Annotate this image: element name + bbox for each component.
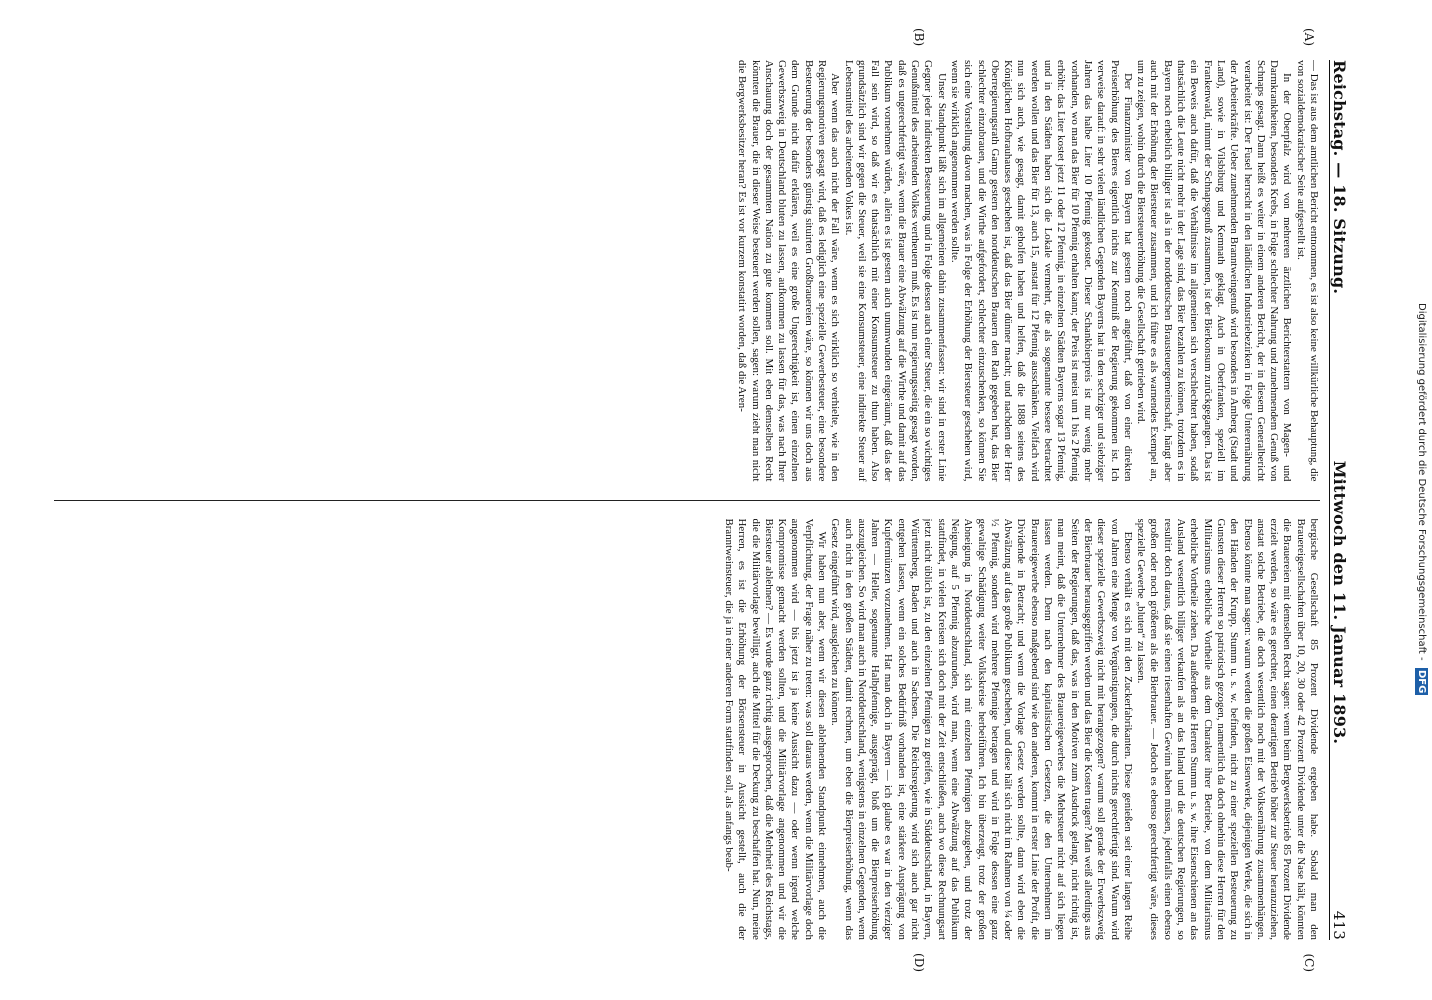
session-date: Mittwoch den 11. Januar 1893. [1330, 460, 1349, 745]
page-number: 413 [1330, 910, 1348, 940]
paragraph: — Das ist aus dem amtlichen Bericht entnommen, es ist also keine willkürliche Behauptung, die von sozialdemokratischer Seite aufgestellt ist. [1294, 60, 1320, 482]
paragraph: Unser Standpunkt läßt sich im allgemeinen dahin zusammenfassen: wir sind in erster Linie Gegner jeder indirekten Besteuerung und in Folge dessen auch einer Steuer, die ein so wichtiges Genußmittel des arbeitenden Volkes vertheuern muß. Es ist nun regierungsseitig gesagt worden, daß es ungerechtfertigt wäre, wenn die Brauer eine Abwälzung auf die Wirthe und damit auf das Publikum vornehmen würden, allein es ist gestern auch unumwunden eingeräumt, daß das der Fall sein wird, so daß wir es thatsächlich mit einer Konsumsteuer zu thun haben. Also grundsätzlich sind wir gegen die Steuer, weil sie eine Konsumsteuer, eine indirekte Steuer auf Lebensmittel des arbeitenden Volkes ist. [842, 60, 948, 482]
margin-marker-b: (B) [912, 28, 926, 47]
rotated-page [36, 20, 1396, 980]
credit-text: Digitalisierung gefördert durch die Deutsche Forschungsgemeinschaft - [1416, 302, 1427, 661]
paragraph: Ebenso verhält es sich mit den Zuckerfabrikanten. Diese genießen seit einer langen Reihe von Jahren eine Menge von Vergünstigungen, die durch nichts gerechtfertigt sind. Warum wird dieser spezielle Gewerbszweig nicht mit herangezogen? warum soll gerade der Erwerbszweig der Bierbrauer herausgegriffen werden und das Bier die Kosten tragen? Man weiß allerdings aus Seiten der Regierungen, daß das, was in den Motiven zum Ausdruck gelangt, nicht richtig ist, man meint, daß die Unternehmer des Brauereigewerbes die Mehrsteuer nicht auf sich liegen lassen werden. Denn nach den kapitalistischen Gesetzen, die den Unternehmern im Brauereigewerbe ebenso maßgebend sind wie den anderen, kommt in erster Linie der Profit, die Dividende in Betracht; und wenn die Vorlage Gesetz werden sollte, dann wird eben die Abwälzung auf das große Publikum geschehen, und diese hält sich nicht im Rahmen von ¼ oder ½ Pfennig, sondern wird mehrere Pfennige betragen und wird in Folge dessen eine ganz gewaltige Schädigung weiter Volkskreise herbeiführen. Ich bin überzeugt, trotz der großen Abneigung in Norddeutschland, sich mit einzelnen Pfennigen abzugeben, und trotz der Neigung, auf 5 Pfennig abzurunden, wird man, wenn eine Abwälzung auf das Publikum stattfindet, in vielen Kreisen sich doch mit der Zeit entschließen, auch wo diese Rechnungsart jetzt nicht üblich ist, zu den einzelnen Pfennigen zu greifen, wie in Süddeutschland, in Bayern, Württemberg, Baden und auch in Sachsen. Die Reichsregierung wird sich auch gar nicht entgehen lassen, wenn ein solches Bedürfniß vorhanden ist, eine stärkere Ausprägung von Kupfermünzen vorzunehmen. Hat man doch in Bayern — ich glaube es war in den vierziger Jahren — Heller, sogenannte Halbpfennige, ausgeprägt, bloß um die Bierpreiserhöhung auszugleichen. So wird man auch in Norddeutschland, wenigstens in einzelnen Gegenden, wenn auch nicht in den großen Städten, damit rechnen, um eben die Bierpreiserhöhung, wenn das Gesetz eingeführt wird, ausgleichen zu können. [829, 518, 1134, 940]
text-columns [54, 60, 1320, 940]
margin-marker-c: (C) [1302, 953, 1316, 972]
paragraph: Aber wenn das auch nicht der Fall wäre, wenn es sich wirklich so verhielte, wie in den Regierungsmotiven gesagt wird, daß es lediglich eine spezielle Gewerbesteuer, eine besondere Besteuerung der besonders günstig situirten Großbrauereien wäre, so können wir uns doch aus dem Grunde nicht dafür erklären, weil es eine große Ungerechtigkeit ist, einen einzelnen Gewerbszweig in Deutschland bluten zu lassen, aufkommen zu lassen für das, was nach Ihrer Anschauung doch der gesammten Nation zu gute kommen soll. Mit eben demselben Recht könnten die Brauer, die in dieser Weise besteuert werden sollen, sagen: warum zieht man nicht die Bergwerksbesitzer heran? Es ist vor kurzem konstatirt worden, daß die Aren- [736, 60, 842, 482]
page-header [1329, 60, 1366, 940]
running-title: Reichstag. — 18. Sitzung. [1330, 60, 1349, 295]
paragraph: Der Finanzminister von Bayern hat gestern noch angeführt, daß von einer direkten Preiserhöhung des Bieres eigentlich nichts zur Kenntniß der Regierung gekommen ist. Ich verweise darauf: in sehr vielen ländlichen Gegenden Bayerns hat in den sechziger und siebziger Jahren das halbe Liter 10 Pfennig gekostet. Dieser Schankbierpreis ist nur wenig mehr vorhanden, wo man das Bier für 10 Pfennig erhalten kann; der Preis ist meist um 1 bis 2 Pfennig erhöht: das Liter kostet jetzt 11 oder 12 Pfennig, in einzelnen Städten Bayerns sogar 13 Pfennig, und in den Städten haben sich die Lokale vermehrt, die als sogenannte bessere betrachtet werden wollen und das Bier für 13, auch 15, anstatt für 12 Pfennig ausschänken. Vielfach wird nun sich auch, wie gesagt, damit geholfen haben und helfen, daß die 1888 seitens des Königlichen Hofbrauhauses geschehen ist, daß das Bier dünner macht; und nachdem der Herr Oberregierungsrath Gamp gestern den norddeutschen Brauern den Rath gegeben hat, das Bier schlechter einzubrauen, und die Wirthe aufgefordert, schlechter einzuschenken, so können Sie sich eine Vorstellung davon machen, was in Folge der Erhöhung der Biersteuer geschehen wird, wenn sie wirklich angenommen werden sollte. [948, 60, 1134, 482]
paragraph: bergische Gesellschaft 85 Prozent Dividende ergeben habe. Sobald man den Brauereigesellschaften über 10, 20, 30 oder 42 Prozent Dividende unter die Nase hält, könnten die Brauereien mit demselben Recht sagen: wenn beim Bergwerksbetrieb 85 Prozent Dividende erzielt werden, so wäre es gerechter, einen derartigen Betrieb höher zur Steuer heranzuziehen, anstatt solche Betriebe, die doch wesentlich noch mit der Volksernährung zusammenhängen. Ebenso könnte man sagen: warum werden die großen Eisenwerke, diejenigen Werke, die sich in den Händen der Krupp, Stumm u. s. w. befinden, nicht zu einer speziellen Besteuerung zu Gunsten dieser Herren so patriotisch gezogen, namentlich da doch ohnehin diese Herren für den Militarismus erhebliche Vortheile aus dem Charakter ihrer Betriebe, von dem Militarismus erhebliche Vortheile ziehen. Da außerdem die Herren Stumm u. s. w. ihre Eisenschienen an das Ausland wesentlich billiger verkaufen als an das Inland und die deutschen Regierungen, so resultirt doch daraus, daß sie einen riesenhaften Gewinn haben müssen, jedenfalls einen ebenso großen oder noch größeren als die Bierbrauer. — Jedoch es ebenso gerechtfertigt wäre, dieses spezielle Gewerbe „bluten“ zu lassen. [1135, 518, 1320, 940]
paragraph: Wir haben nun aber, wenn wir diesen ablehnenden Standpunkt einnehmen, auch die Verpflichtung, der Frage näher zu treten: was soll daraus werden, wenn die Militärvorlage doch angenommen wird — bis jetzt ist ja keine Aussicht dazu — oder wenn irgend welche Kompromisse gemacht werden sollten, und die Militärvorlage angenommen und wir die Biersteuer ablehnen? — Es wurde ganz richtig ausgesprochen, daß die Mehrheit des Reichstags, die die Militärvorlage bewilligt, auch die Mittel für die Deckung zu beschaffen hat. Nun, meine Herren, es ist die Erhöhung der Börsensteuer in Aussicht gestellt, auch die der Branntweinsteuer, die ja in einer anderen Form stattfinden soll, als anfangs beab- [722, 518, 829, 940]
right-column [54, 519, 1320, 941]
column-rule [54, 500, 1320, 501]
margin-marker-d: (D) [912, 953, 926, 972]
left-column [54, 60, 1320, 482]
dfg-logo: DFG [1416, 669, 1427, 694]
margin-marker-a: (A) [1302, 28, 1316, 47]
digitization-credit [1412, 4, 1428, 994]
paragraph: In der Oberpfalz wird von mehreren ärztlichen Berichterstattern von Magen- und Darmkrankheiten, besonders Krebs, in Folge schlechter Nahrung und zunehmendem Genuß von Schnaps gesagt. Dann heißt es weiter in einem anderen Bericht, der in diesem Generalbericht verarbeitet ist: Der Fusel herrscht in den ländlichen Industriebezirken in Folge Unterernährung der Arbeiterkräfte. Ueber zunehmenden Branntweingenuß wird besonders in Amberg (Stadt und Land), sowie in Vilsbiburg und Kemnath geklagt. Auch in Oberfranken, speziell im Frankenwald, nimmt der Schnapsgenuß zusammen, ist der Bierkonsum zurückgegangen. Das ist ein Beweis auch dafür, daß die Verhältnisse im allgemeinen sich verschlechtert haben, sodaß thatsächlich die Leute nicht mehr in der Lage sind, das Bier bezahlen zu können, trotzdem es in Bayern noch erheblich billiger ist als in der norddeutschen Brausteuergemeinschaft, hängt aber auch mit der Erhöhung der Biersteuer zusammen, und ich führe es als warnendes Exempel an, um zu zeigen, wohin durch die Biersteuererhöhung die Gesellschaft getrieben wird. [1135, 60, 1294, 482]
